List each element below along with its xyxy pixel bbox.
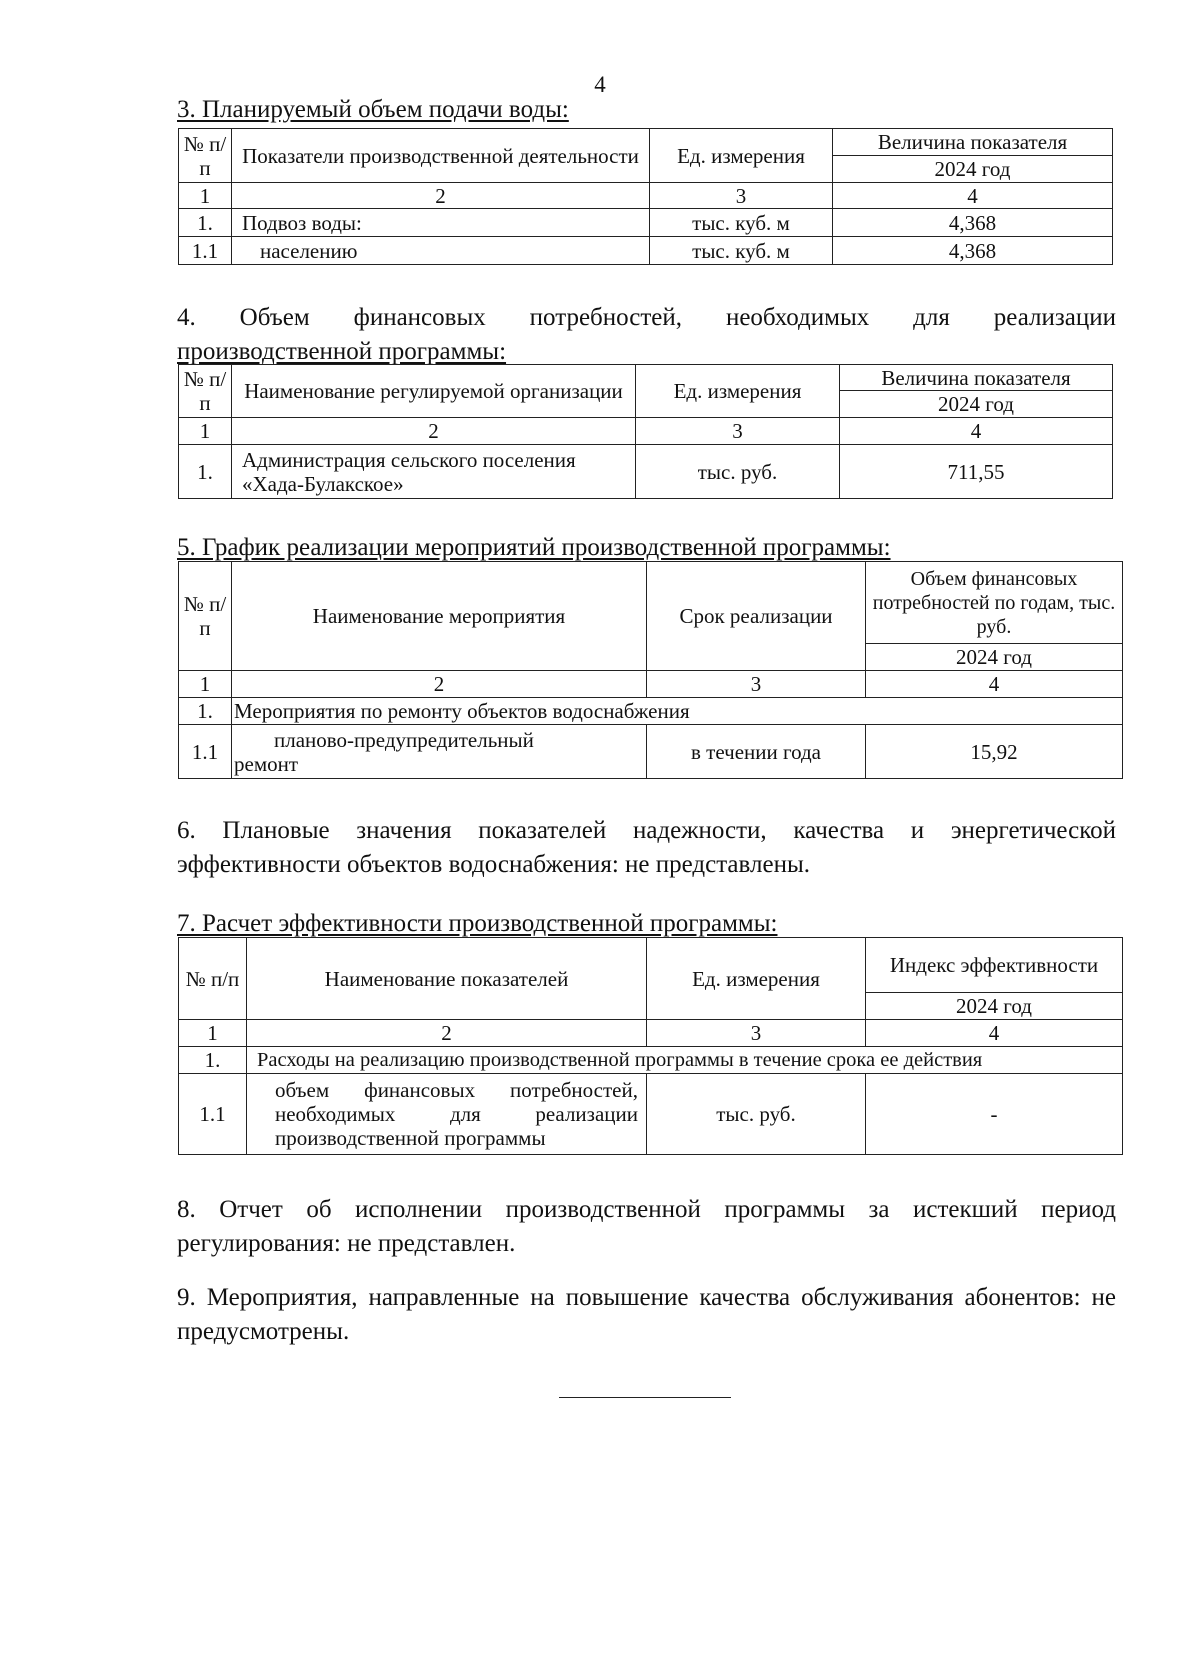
row-unit: тыс. руб.: [647, 1074, 866, 1155]
col-number: 4: [833, 183, 1113, 209]
row-value: 711,55: [840, 445, 1113, 499]
group-num: 1.: [179, 1047, 247, 1074]
col-number: 4: [866, 671, 1123, 698]
row-name: Подвоз воды:: [232, 209, 650, 237]
section5-table: [178, 561, 1123, 779]
col-number: 2: [232, 183, 650, 209]
group-num: 1.: [179, 698, 232, 725]
table-row: [179, 445, 1113, 499]
header-num: № п/п: [179, 938, 247, 1020]
col-number: 2: [247, 1020, 647, 1047]
row-name: Администрация сельского поселения «Хада-Булакское»: [232, 445, 636, 499]
closing-separator-line: [559, 1397, 731, 1398]
section8-text: 8. Отчет об исполнении производственной программы за истекший период регулирования: не представлен.: [177, 1196, 1116, 1257]
section4-title-line2: производственной программы:: [177, 338, 507, 365]
header-indicator: Показатели производственной деятельности: [232, 129, 650, 183]
header-value: Величина показателя: [840, 365, 1113, 391]
header-num: № п/п: [179, 365, 232, 418]
row-unit: тыс. куб. м: [650, 237, 833, 265]
col-number: 3: [636, 418, 840, 445]
row-unit: тыс. куб. м: [650, 209, 833, 237]
header-year: 2024 год: [833, 156, 1113, 183]
group-title: Расходы на реализацию производственной программы в течение срока ее действия: [247, 1047, 1123, 1074]
group-row: [179, 1047, 1123, 1074]
col-number: 4: [866, 1020, 1123, 1047]
header-unit: Ед. измерения: [647, 938, 866, 1020]
row-num: 1.1: [179, 1074, 247, 1155]
col-number: 4: [840, 418, 1113, 445]
header-finance: Объем финансовых потребностей по годам, тыс. руб.: [866, 562, 1123, 644]
col-number: 3: [647, 1020, 866, 1047]
col-number: 3: [650, 183, 833, 209]
row-unit: тыс. руб.: [636, 445, 840, 499]
row-num: 1.: [179, 445, 232, 499]
header-unit: Ед. измерения: [636, 365, 840, 418]
header-unit: Ед. измерения: [650, 129, 833, 183]
col-number: 2: [232, 671, 647, 698]
row-name: [232, 725, 647, 779]
header-year: 2024 год: [840, 391, 1113, 418]
col-number: 2: [232, 418, 636, 445]
col-number: 1: [179, 1020, 247, 1047]
section6-text: 6. Плановые значения показателей надежности, качества и энергетической эффективности объектов водоснабжения: не представлены.: [177, 817, 1116, 878]
section3-table: [178, 128, 1113, 265]
header-num: № п/п: [179, 129, 232, 183]
col-number: 1: [179, 183, 232, 209]
row-term: в течении года: [647, 725, 866, 779]
header-num: № п/п: [179, 562, 232, 671]
row-num: 1.: [179, 209, 232, 237]
header-name: Наименование показателей: [247, 938, 647, 1020]
section9-text: 9. Мероприятия, направленные на повышение качества обслуживания абонентов: не предусмотрены.: [177, 1284, 1116, 1345]
row-value: -: [866, 1074, 1123, 1155]
header-org: Наименование регулируемой организации: [232, 365, 636, 418]
row-value: 4,368: [833, 237, 1113, 265]
table-row: [179, 725, 1123, 779]
section7-table: [178, 937, 1123, 1155]
table-row: [179, 209, 1113, 237]
row-name: населению: [232, 237, 650, 265]
row-value: 4,368: [833, 209, 1113, 237]
header-index: Индекс эффективности: [866, 938, 1123, 993]
col-number: 3: [647, 671, 866, 698]
section5-title: 5. График реализации мероприятий производственной программы:: [177, 534, 891, 561]
row-num: 1.1: [179, 725, 232, 779]
row-value: 15,92: [866, 725, 1123, 779]
row-name-line2: ремонт: [234, 751, 299, 776]
row-num: 1.1: [179, 237, 232, 265]
row-name: объем финансовых потребностей, необходимых для реализации производственной программы: [247, 1074, 647, 1155]
header-value: Величина показателя: [833, 129, 1113, 156]
section4-table: [178, 364, 1113, 499]
section4-title-line1: 4. Объем финансовых потребностей, необходимых для реализации: [177, 304, 1116, 331]
header-year: 2024 год: [866, 644, 1123, 671]
col-number: 1: [179, 418, 232, 445]
group-title: Мероприятия по ремонту объектов водоснабжения: [232, 698, 1123, 725]
col-number: 1: [179, 671, 232, 698]
group-row: [179, 698, 1123, 725]
header-year: 2024 год: [866, 993, 1123, 1020]
table-row: [179, 237, 1113, 265]
page-number: 4: [594, 72, 606, 97]
section7-title: 7. Расчет эффективности производственной программы:: [177, 910, 778, 937]
section3-title: 3. Планируемый объем подачи воды:: [177, 96, 569, 123]
row-name-line1: планово-предупредительный: [274, 727, 534, 752]
header-term: Срок реализации: [647, 562, 866, 671]
table-row: [179, 1074, 1123, 1155]
header-name: Наименование мероприятия: [232, 562, 647, 671]
